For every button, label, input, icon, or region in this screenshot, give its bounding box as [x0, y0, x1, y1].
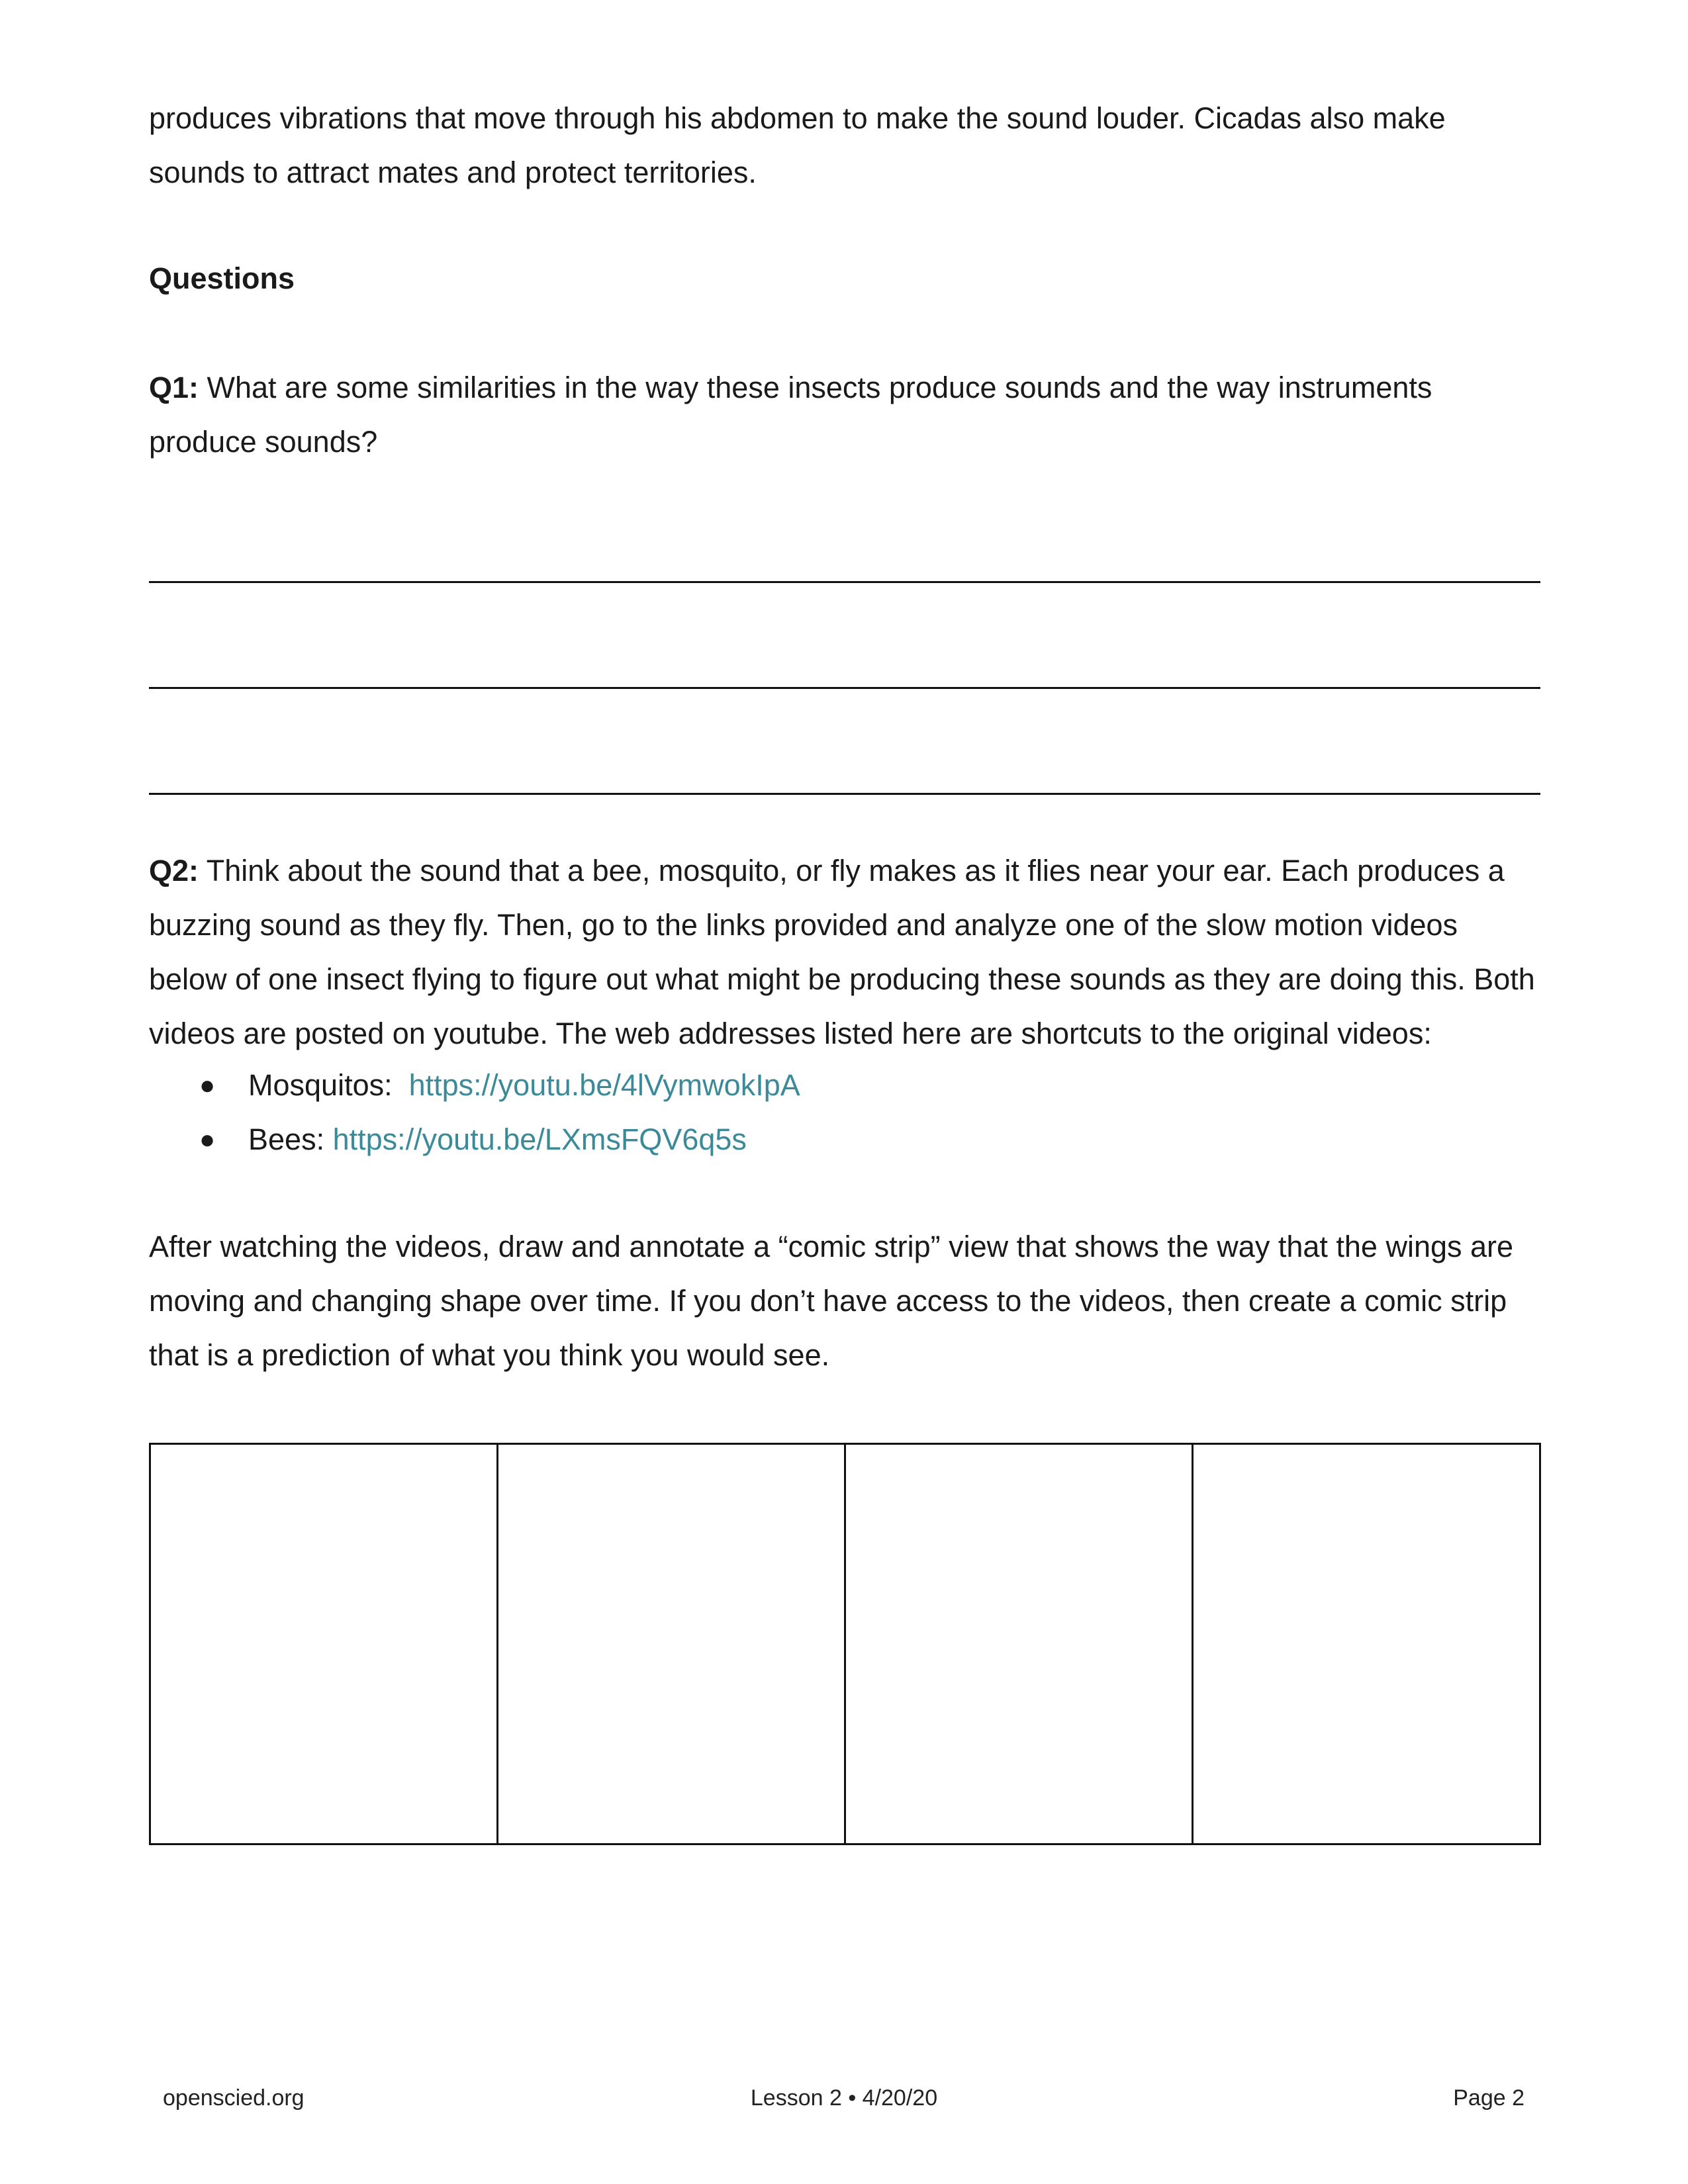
bees-label: Bees:	[248, 1122, 333, 1156]
bees-video-link[interactable]: https://youtu.be/LXmsFQV6q5s	[332, 1122, 747, 1156]
question-2-text: Think about the sound that a bee, mosquito, or fly makes as it flies near your ear. Each produces a buzzing sound as they fly. Then, go to the links provided and analyze one of the slow motion videos below of one insect flying to figure out what might be producing these sounds as they are doing this. Both videos are posted on youtube. The web addresses listed here are shortcuts to the original videos:	[149, 854, 1535, 1050]
question-1-text: What are some similarities in the way these insects produce sounds and the way instruments produce sounds?	[149, 371, 1432, 459]
comic-panel-4[interactable]	[1194, 1445, 1539, 1843]
comic-strip-instructions: After watching the videos, draw and annotate a “comic strip” view that shows the way that the wings are moving and changing shape over time. If you don’t have access to the videos, then create a comic strip that is a prediction of what you think you would see.	[149, 1230, 1514, 1372]
list-item	[149, 1058, 800, 1113]
comic-strip	[149, 1443, 1541, 1845]
question-2-label: Q2:	[149, 854, 199, 887]
questions-heading: Questions	[149, 261, 295, 295]
question-1	[149, 361, 1539, 469]
footer-lesson-date: Lesson 2 • 4/20/20	[750, 2085, 938, 2111]
comic-panel-2[interactable]	[498, 1445, 846, 1843]
intro-paragraph: produces vibrations that move through his abdomen to make the sound louder. Cicadas also make sounds to attract mates and protect territories.	[149, 101, 1446, 189]
footer-website: openscied.org	[163, 2085, 305, 2111]
bullet-icon: ●	[199, 1071, 216, 1100]
mosquitos-label: Mosquitos:	[248, 1068, 409, 1102]
question-2	[149, 844, 1539, 1061]
mosquitos-video-link[interactable]: https://youtu.be/4lVymwokIpA	[408, 1068, 800, 1102]
answer-line-3[interactable]	[149, 793, 1540, 795]
list-item	[149, 1113, 800, 1167]
video-link-list	[149, 1058, 800, 1167]
comic-panel-1[interactable]	[151, 1445, 498, 1843]
bullet-icon: ●	[199, 1125, 216, 1154]
comic-panel-3[interactable]	[846, 1445, 1194, 1843]
question-1-label: Q1:	[149, 371, 199, 404]
answer-line-2[interactable]	[149, 687, 1540, 689]
footer-page-number: Page 2	[1453, 2085, 1524, 2111]
answer-line-1[interactable]	[149, 581, 1540, 583]
